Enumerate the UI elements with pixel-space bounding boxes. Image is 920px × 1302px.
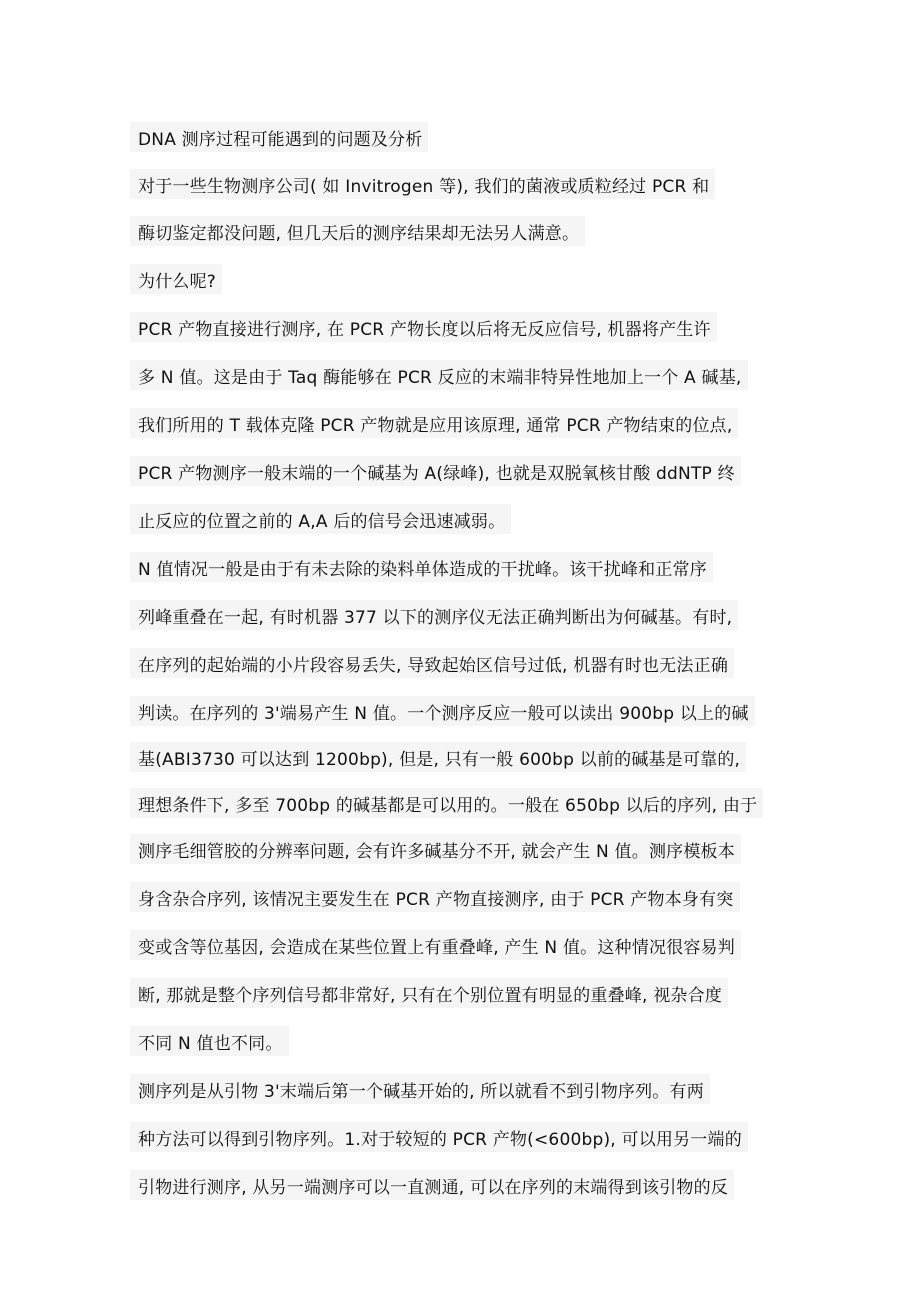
text-line-11: 在序列的起始端的小片段容易丢失, 导致起始区信号过低, 机器有时也无法正确 [130, 648, 734, 678]
text-line-8: 止反应的位置之前的 A,A 后的信号会迅速减弱。 [130, 504, 511, 534]
text-line-14: 理想条件下, 多至 700bp 的碱基都是可以用的。一般在 650bp 以后的序列, 由于 [130, 788, 763, 818]
text-line-20: 测序列是从引物 3'末端后第一个碱基开始的, 所以就看不到引物序列。有两 [130, 1074, 710, 1104]
text-line-9: N 值情况一般是由于有未去除的染料单体造成的干扰峰。该干扰峰和正常序 [130, 552, 713, 582]
text-line-18: 断, 那就是整个序列信号都非常好, 只有在个别位置有明显的重叠峰, 视杂合度 [130, 978, 728, 1008]
text-line-15: 测序毛细管胶的分辨率问题, 会有许多碱基分不开, 就会产生 N 值。测序模板本 [130, 834, 741, 864]
text-line-2: 酶切鉴定都没问题, 但几天后的测序结果却无法另人满意。 [130, 216, 585, 246]
text-line-12: 判读。在序列的 3'端易产生 N 值。一个测序反应一般可以读出 900bp 以上的碱 [130, 696, 755, 726]
text-line-5: 多 N 值。这是由于 Taq 酶能够在 PCR 反应的末端非特异性地加上一个 A 碱基, [130, 360, 748, 390]
text-line-10: 列峰重叠在一起, 有时机器 377 以下的测序仪无法正确判断出为何碱基。有时, [130, 600, 738, 630]
text-line-6: 我们所用的 T 载体克隆 PCR 产物就是应用该原理, 通常 PCR 产物结束的位点, [130, 408, 738, 438]
text-line-3: 为什么呢? [130, 264, 222, 294]
text-line-13: 基(ABI3730 可以达到 1200bp), 但是, 只有一般 600bp 以前的碱基是可靠的, [130, 742, 746, 772]
text-line-17: 变或含等位基因, 会造成在某些位置上有重叠峰, 产生 N 值。这种情况很容易判 [130, 930, 741, 960]
text-line-19: 不同 N 值也不同。 [130, 1026, 289, 1056]
document-title: DNA 测序过程可能遇到的问题及分析 [130, 122, 428, 152]
text-line-16: 身含杂合序列, 该情况主要发生在 PCR 产物直接测序, 由于 PCR 产物本身有突 [130, 882, 740, 912]
text-line-1: 对于一些生物测序公司( 如 Invitrogen 等), 我们的菌液或质粒经过 PCR 和 [130, 169, 715, 199]
text-line-22: 引物进行测序, 从另一端测序可以一直测通, 可以在序列的末端得到该引物的反 [130, 1170, 734, 1200]
text-line-7: PCR 产物测序一般末端的一个碱基为 A(绿峰), 也就是双脱氧核甘酸 ddNTP 终 [130, 456, 741, 486]
text-line-21: 种方法可以得到引物序列。1.对于较短的 PCR 产物(<600bp), 可以用另一端的 [130, 1122, 748, 1152]
text-line-4: PCR 产物直接进行测序, 在 PCR 产物长度以后将无反应信号, 机器将产生许 [130, 312, 717, 342]
